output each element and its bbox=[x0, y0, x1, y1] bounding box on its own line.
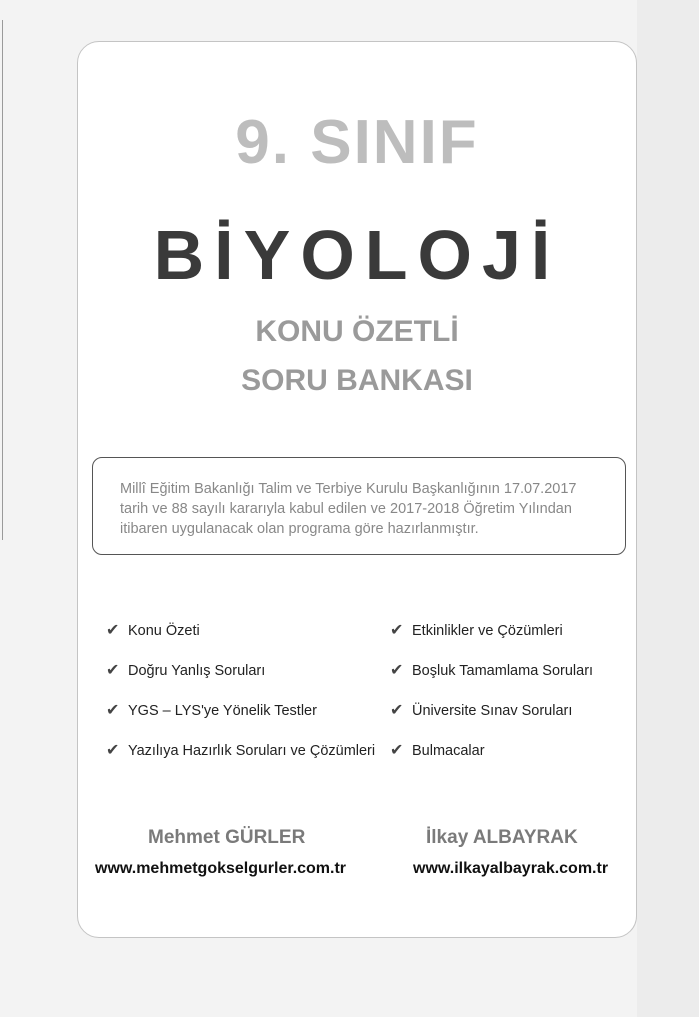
notice-line: tarih ve 88 sayılı kararıyla kabul edilen ve 2017-2018 Öğretim Yılından bbox=[120, 501, 572, 517]
notice-line: itibaren uygulanacak olan programa göre hazırlanmıştır. bbox=[120, 521, 479, 537]
subject-title: BİYOLOJİ bbox=[153, 216, 561, 294]
feature-item bbox=[106, 662, 265, 680]
check-icon: ✔ bbox=[390, 702, 404, 719]
feature-item bbox=[106, 702, 317, 720]
check-icon: ✔ bbox=[106, 702, 120, 719]
feature-item bbox=[390, 662, 593, 680]
page-edge-line bbox=[2, 20, 3, 540]
feature-label: YGS – LYS'ye Yönelik Testler bbox=[128, 703, 317, 719]
feature-item bbox=[390, 702, 572, 720]
author-website-mehmet: www.mehmetgokselgurler.com.tr bbox=[95, 860, 347, 877]
curriculum-notice-box bbox=[92, 457, 626, 555]
feature-label: Üniversite Sınav Soruları bbox=[412, 703, 573, 719]
author-website-ilkay: www.ilkayalbayrak.com.tr bbox=[413, 860, 609, 877]
feature-label: Doğru Yanlış Soruları bbox=[128, 663, 266, 679]
feature-label: Yazılıya Hazırlık Soruları ve Çözümleri bbox=[128, 743, 376, 759]
page-margin-shadow bbox=[637, 0, 699, 1017]
check-icon: ✔ bbox=[390, 622, 404, 639]
cover-card bbox=[77, 41, 637, 938]
notice-line: Millî Eğitim Bakanlığı Talim ve Terbiye Kurulu Başkanlığının 17.07.2017 bbox=[120, 481, 577, 497]
check-icon: ✔ bbox=[390, 662, 404, 679]
feature-label: Bulmacalar bbox=[412, 743, 485, 759]
feature-label: Konu Özeti bbox=[128, 623, 200, 639]
check-icon: ✔ bbox=[106, 622, 120, 639]
feature-label: Etkinlikler ve Çözümleri bbox=[412, 623, 563, 639]
check-icon: ✔ bbox=[106, 742, 120, 759]
feature-item bbox=[390, 742, 485, 760]
feature-item bbox=[106, 742, 375, 760]
subtitle-soru-bankasi: SORU BANKASI bbox=[241, 364, 473, 397]
author-name-ilkay: İlkay ALBAYRAK bbox=[426, 827, 578, 848]
feature-label: Boşluk Tamamlama Soruları bbox=[412, 663, 594, 679]
author-name-mehmet: Mehmet GÜRLER bbox=[148, 827, 306, 848]
check-icon: ✔ bbox=[390, 742, 404, 759]
feature-item bbox=[106, 622, 200, 640]
feature-item bbox=[390, 622, 563, 640]
subtitle-konu-ozetli: KONU ÖZETLİ bbox=[255, 315, 459, 348]
check-icon: ✔ bbox=[106, 662, 120, 679]
grade-title: 9. SINIF bbox=[235, 108, 479, 177]
